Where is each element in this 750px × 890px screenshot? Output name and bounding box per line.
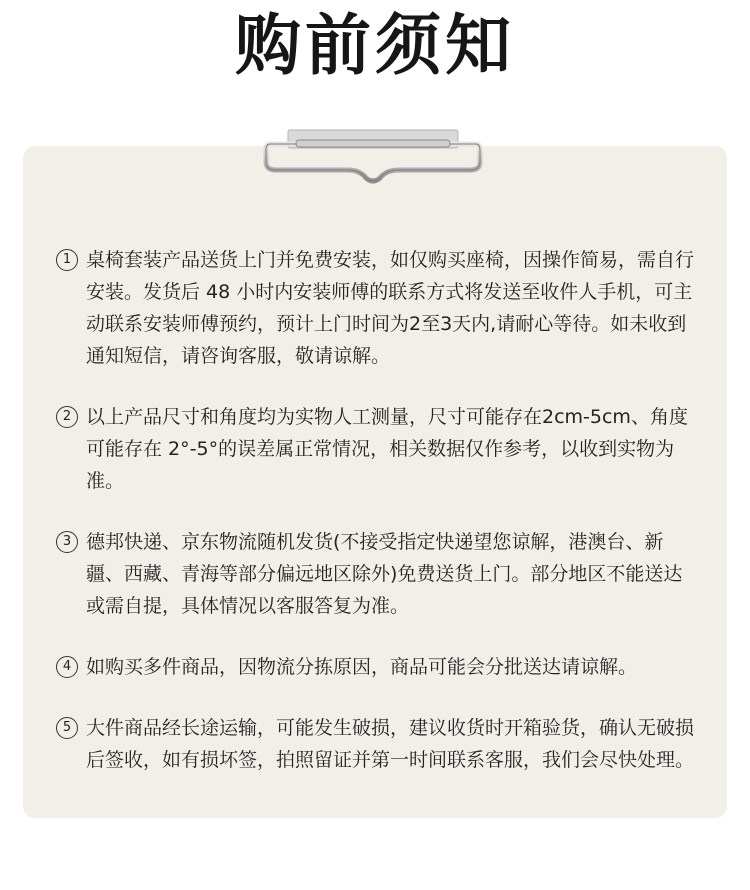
- notice-text-3: 德邦快递、京东物流随机发货(不接受指定快递望您谅解，港澳台、新疆、西藏、青海等部分偏远地区除外)免费送货上门。部分地区不能送达或需自提，具体情况以客服答复为准。: [86, 531, 683, 617]
- notice-text-1: 桌椅套装产品送货上门并免费安装，如仅购买座椅，因操作简易，需自行安装。发货后 48 小时内安装师傅的联系方式将发送至收件人手机，可主动联系安装师傅预约，预计上门时间为2至3天内,请耐心等待。如未收到通知短信，请咨询客服，敬请谅解。: [86, 249, 695, 367]
- notice-item-2: [56, 401, 696, 497]
- notice-text-4: 如购买多件商品，因物流分拣原因，商品可能会分批送达请谅解。: [86, 656, 638, 678]
- notice-item-3: [56, 526, 696, 622]
- notice-number-3: 3: [56, 531, 78, 553]
- notice-item-4: [56, 651, 696, 683]
- clipboard-clip-icon: [262, 128, 484, 190]
- notice-number-2: 2: [56, 406, 78, 428]
- page-title: 购前须知: [235, 7, 515, 84]
- notice-number-5: 5: [56, 717, 78, 739]
- notice-text-5: 大件商品经长途运输，可能发生破损，建议收货时开箱验货，确认无破损后签收，如有损坏签，拍照留证并第一时间联系客服，我们会尽快处理。: [86, 717, 695, 771]
- notice-number-1: 1: [56, 249, 78, 271]
- notice-item-5: [56, 712, 696, 776]
- notice-text-2: 以上产品尺寸和角度均为实物人工测量，尺寸可能存在2cm-5cm、角度可能存在 2°-5°的误差属正常情况，相关数据仅作参考，以收到实物为准。: [86, 406, 688, 492]
- notice-number-4: 4: [56, 656, 78, 678]
- notice-item-1: [56, 244, 696, 372]
- notice-list: [56, 244, 696, 776]
